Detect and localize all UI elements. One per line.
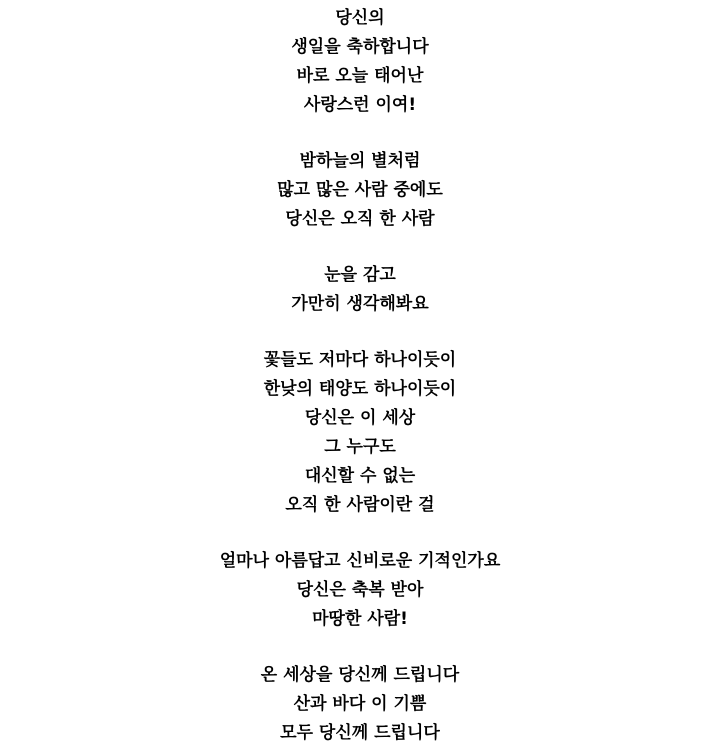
poem-line: 당신은 이 세상 <box>304 408 416 428</box>
poem-line: 산과 바다 이 기쁨 <box>293 694 427 714</box>
stanza-1 <box>0 4 720 120</box>
poem-line: 당신의 <box>335 8 385 28</box>
poem-line: 많고 많은 사람 중에도 <box>277 180 443 200</box>
stanza-4 <box>0 346 720 520</box>
poem-line: 눈을 감고 <box>324 265 396 285</box>
stanza-2 <box>0 147 720 234</box>
poem-line: 당신은 오직 한 사람 <box>285 209 435 229</box>
poem-line: 오직 한 사람이란 걸 <box>285 495 435 515</box>
poem-line: 가만히 생각해봐요 <box>291 294 429 314</box>
poem-line: 한낮의 태양도 하나이듯이 <box>263 379 457 399</box>
stanza-6 <box>0 661 720 748</box>
stanza-5 <box>0 547 720 634</box>
stanza-3 <box>0 261 720 319</box>
poem-line: 그 누구도 <box>324 437 396 457</box>
poem-line: 바로 오늘 태어난 <box>296 66 424 86</box>
poem-line: 사랑스런 이여! <box>303 95 417 115</box>
poem-line: 모두 당신께 드립니다 <box>280 723 440 743</box>
poem-line: 꽃들도 저마다 하나이듯이 <box>263 350 457 370</box>
poem-line: 밤하늘의 별처럼 <box>299 151 421 171</box>
poem-line: 당신은 축복 받아 <box>296 580 424 600</box>
poem-line: 생일을 축하합니다 <box>291 37 429 57</box>
poem-line: 온 세상을 당신께 드립니다 <box>260 665 460 685</box>
poem-line: 얼마나 아름답고 신비로운 기적인가요 <box>219 551 501 571</box>
poem-line: 대신할 수 없는 <box>304 466 416 486</box>
poem-line: 마땅한 사람! <box>312 609 408 629</box>
poem-text <box>0 4 720 748</box>
